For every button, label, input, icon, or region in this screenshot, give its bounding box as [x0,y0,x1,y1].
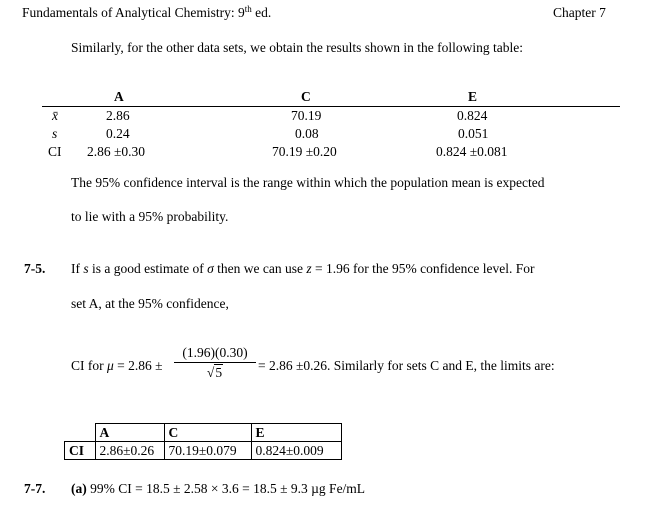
ci-table [64,423,342,460]
problem-7-5-line2: set A, at the 95% confidence, [71,296,229,311]
ci-table-corner [65,424,96,442]
p77-equation: 99% CI = 18.5 ± 2.58 × 3.6 = 18.5 ± 9.3 µg Fe/mL [86,481,366,496]
problem-7-5-number: 7-5. [24,261,46,276]
ci-explanation-line2: to lie with a 95% probability. [71,209,229,224]
results-cell-ci-c: 70.19 ±0.20 [272,144,337,159]
results-row-label-ci: CI [48,144,62,159]
p75-text-c: then we can use [213,261,307,276]
results-cell-ci-e: 0.824 ±0.081 [436,144,508,159]
p75-var-sigma: σ [207,261,214,276]
sqrt-radicand: 5 [215,365,223,380]
chapter-label: Chapter 7 [553,5,606,20]
eq-mid-text: = 2.86 ± [113,358,163,373]
eq-var-mu: μ [107,358,114,373]
results-cell-s-c: 0.08 [295,126,319,141]
book-title-edition: ed. [251,5,272,20]
results-cell-s-e: 0.051 [458,126,489,141]
problem-7-5-line1 [71,261,534,277]
ci-explanation-line1: The 95% confidence interval is the range within which the population mean is expected [71,175,545,190]
book-title [22,5,271,21]
ci-table-cell-a: 2.86±0.26 [95,442,164,460]
eq-denominator [174,363,256,381]
eq-numerator: (1.96)(0.30) [182,345,248,360]
book-title-superscript: th [244,4,252,14]
p77-part-label: (a) [71,481,87,496]
book-title-text: Fundamentals of Analytical Chemistry: 9 [22,5,245,20]
results-row-label-s: s [52,126,58,141]
results-cell-mean-a: 2.86 [106,108,130,123]
ci-equation-suffix: = 2.86 ±0.26. Similarly for sets C and E, the limits are: [258,358,555,373]
eq-prefix-text: CI for [71,358,107,373]
results-row-label-mean: x̄ [52,108,58,123]
ci-equation-prefix [71,358,163,374]
p75-var-s: s [83,261,89,276]
p75-var-z: z [306,261,312,276]
ci-table-header-a: A [95,424,164,442]
results-cell-mean-e: 0.824 [457,108,488,123]
ci-table-row-label: CI [65,442,96,460]
ci-equation-fraction [174,345,256,381]
results-col-header-c: C [301,89,311,104]
problem-7-7-text [71,481,365,497]
results-cell-mean-c: 70.19 [291,108,322,123]
results-col-header-a: A [114,89,124,104]
problem-7-7-number: 7-7. [24,481,46,496]
results-cell-s-a: 0.24 [106,126,130,141]
ci-table-cell-e: 0.824±0.009 [251,442,341,460]
ci-table-header-row [65,424,342,442]
intro-text: Similarly, for the other data sets, we obtain the results shown in the following table: [71,40,524,55]
p75-text-b: is a good estimate of [88,261,208,276]
p75-text-a: If [71,261,84,276]
results-col-header-e: E [468,89,478,104]
p75-text-d: = 1.96 for the 95% confidence level. For [311,261,535,276]
ci-table-header-e: E [251,424,341,442]
results-cell-ci-a: 2.86 ±0.30 [87,144,146,159]
sqrt-symbol: √5 [206,365,223,380]
ci-table-header-c: C [164,424,251,442]
results-table-rule [42,106,620,107]
ci-table-cell-c: 70.19±0.079 [164,442,251,460]
ci-table-row [65,442,342,460]
